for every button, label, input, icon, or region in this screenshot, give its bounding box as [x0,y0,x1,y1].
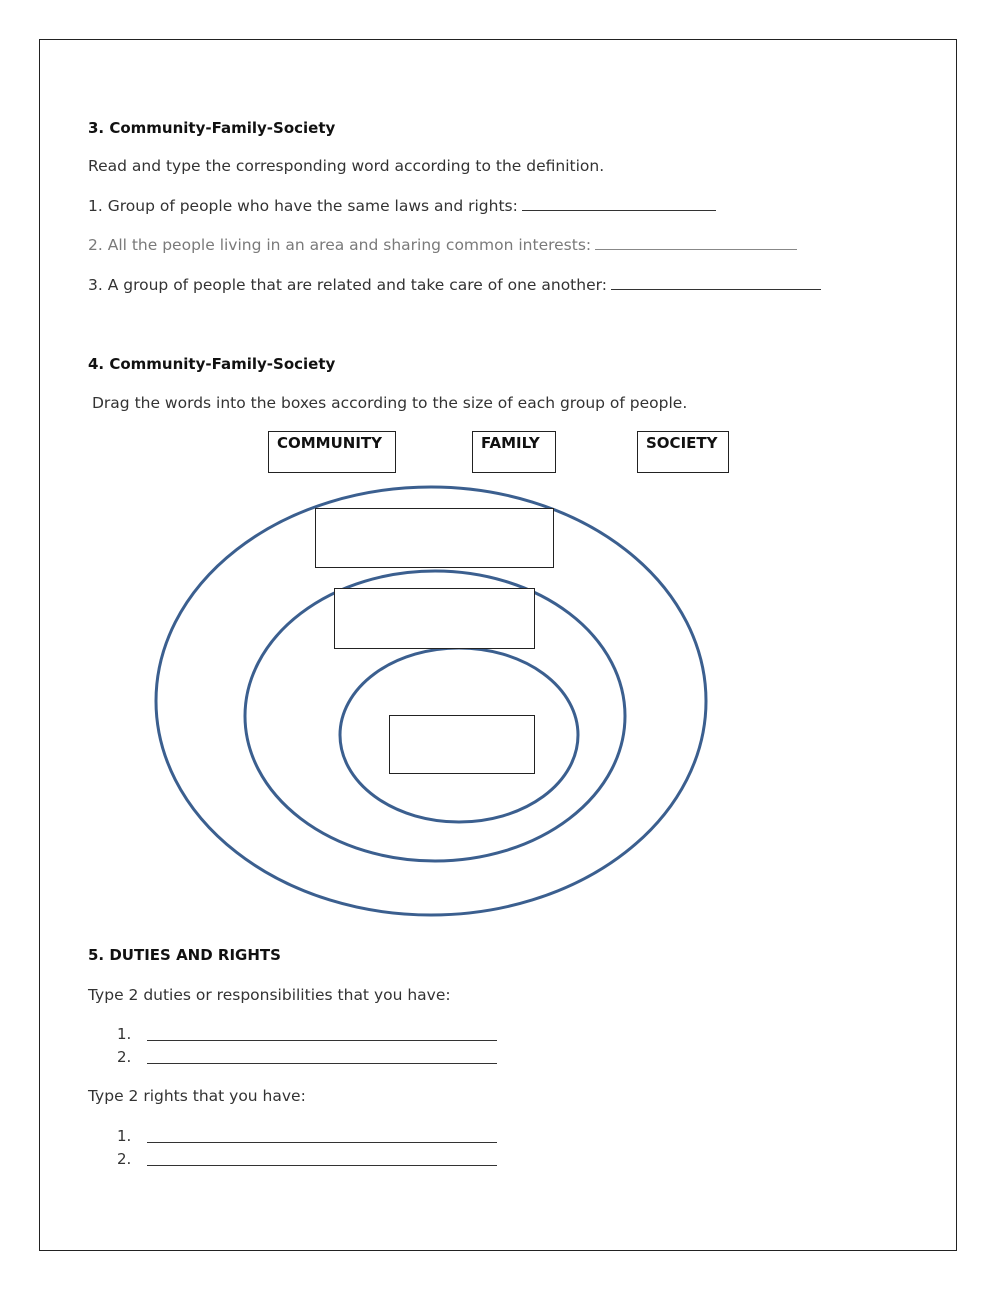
section3-item-1-text: 1. Group of people who have the same laws and rights: [88,197,518,215]
right-answer-line-2[interactable] [147,1165,497,1166]
section3-instruction: Read and type the corresponding word according to the definition. [88,157,605,175]
word-card-society[interactable]: SOCIETY [637,431,729,473]
section3-heading: 3. Community-Family-Society [88,119,336,137]
right-answer-line-1[interactable] [147,1142,497,1143]
right-number-1: 1. [117,1127,132,1145]
drop-box-outer[interactable] [315,508,554,568]
section3-item-3-text: 3. A group of people that are related and take care of one another: [88,276,607,294]
section5-heading: 5. DUTIES AND RIGHTS [88,946,281,964]
duty-answer-line-2[interactable] [147,1063,497,1064]
word-card-family[interactable]: FAMILY [472,431,556,473]
rights-prompt: Type 2 rights that you have: [88,1087,306,1105]
section3-item-2-text: 2. All the people living in an area and sharing common interests: [88,236,592,254]
section4-heading: 4. Community-Family-Society [88,355,336,373]
section4-instruction: Drag the words into the boxes according to the size of each group of people. [92,394,688,412]
duties-prompt: Type 2 duties or responsibilities that you have: [88,986,451,1004]
right-number-2: 2. [117,1150,132,1168]
duty-number-2: 2. [117,1048,132,1066]
drop-box-middle[interactable] [334,588,535,649]
drop-box-inner[interactable] [389,715,535,774]
word-card-community[interactable]: COMMUNITY [268,431,396,473]
duty-answer-line-1[interactable] [147,1040,497,1041]
duty-number-1: 1. [117,1025,132,1043]
